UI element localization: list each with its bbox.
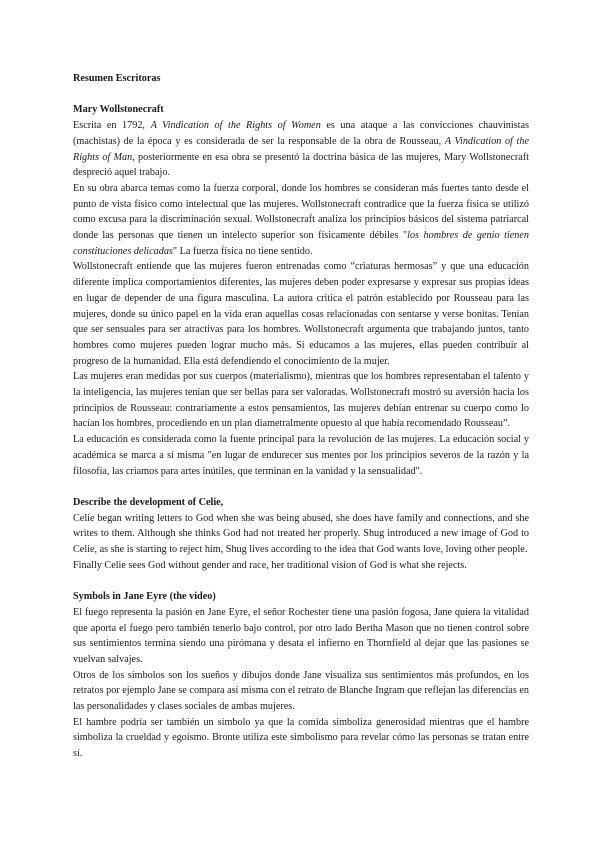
section-wollstonecraft [73,102,529,479]
document-page [73,71,529,762]
section-celie [73,495,529,574]
paragraph [73,118,529,181]
text-run: En su obra abarca temas como la fuerza corporal, donde los hombres se consideran más fuertes tanto desde el punto de vista físico como intelectual que las mujeres. Wollstonecraft contradice que la fuerza física se utilizó como excusa para la discriminación sexual. Wollstonecraft analiza los principios básicos del sistema patriarcal donde las personas que tienen un intelecto superior son físicamente débiles " [73,182,529,242]
quotation: los hombres de genio tienen constituciones delicadas [73,230,529,257]
section-spacer [73,573,529,589]
book-title: A Vindication of the Rights of Man [73,135,530,163]
section-jane-eyre [73,589,529,762]
document-title: Resumen Escritoras [73,73,161,84]
paragraph: Celie began writing letters to God when she was being abused, she does have family and connections, and she writes to them. Although she thinks God had not treated her properly. Shug introduced a new image of God to Celie, as she is starting to reject him, Shug lives according to the idea that God wants love, loving other people. [73,512,529,556]
section-heading-wollstonecraft: Mary Wollstonecraft [73,104,164,116]
paragraph: Finally Celie sees God without gender and race, her traditional vision of God is what she rejects. [73,559,467,571]
section-spacer [73,479,529,495]
section-heading-jane-eyre: Symbols in Jane Eyre (the video) [73,591,216,603]
book-title: A Vindication of the Rights of Women [150,120,321,132]
paragraph: El fuego representa la pasión en Jane Eyre, el señor Rochester tiene una pasión fogosa, Jane quiera la vitalidad que aporta el fuego pero también tenerlo bajo control, por otro lado Bertha Mason que no tienen control sobre sus sentimientos termina siendo una pirómana y desata el infierno en Thornfield al dejar que las pasiones se vuelvan salvajes. [73,606,529,665]
paragraph [73,181,529,260]
text-run: " La fuerza física no tiene sentido. [172,245,313,257]
paragraph: Las mujeres eran medidas por sus cuerpos (materialismo), mientras que los hombres representaban el talento y la inteligencia, las mujeres tenían que ser bellas para ser valoradas. Wollstonecraft mostró su aversión hacia los principios de Rousseau: contrariamente a estos pensamientos, las mujeres debían entrenar su cuerpo como lo hacían los hombres, procediendo en un plan diametralmente opuesto al que había recomendado Rousseau”. [73,371,529,430]
paragraph: La educación es considerada como la fuente principal para la revolución de las mujeres. La educación social y académica se marca a sí misma "en lugar de endurecer sus mentes por los principios severos de la razón y la filosofía, las criamos para artes inútiles, que terminan en la vanidad y la sensualidad". [73,434,529,477]
text-run: , posteriormente en esa obra se presentó la doctrina básica de las mujeres, Mary Wollstonecraft despreció aquel trabajo. [73,151,529,179]
text-run: Escrita en 1792, [73,120,151,132]
section-heading-celie: Describe the development of Celie, [73,496,224,508]
paragraph: El hambre podría ser también un símbolo ya que la comida simboliza generosidad mientras que el hambre simboliza la crueldad y egoísmo. Bronte utiliza este simbolismo para revelar cómo las personas se tratan entre sí. [73,716,529,760]
paragraph: Wollstonecraft entiende que las mujeres fueron entrenadas como “criaturas hermosas” y que una educación diferente implica comportamientos diferentes, las mujeres deben poder expresarse y expresar sus propias ideas en lugar de depender de una figura masculina. La autora critica el patrón establecido por Rousseau para las mujeres, donde su único papel en la vida eran aquellas cosas relacionadas con sentarse y verse bonitas. Tenían que ser sensuales para ser atractivas para los hombres. Wollstonecraft argumenta que trabajando juntos, tanto hombres como mujeres pueden lograr mucho más. Si educamos a las mujeres, ellas pueden contribuir al progreso de la humanidad. Ella está defendiendo el conocimiento de la mujer. [73,261,529,367]
paragraph: Otros de los símbolos son los sueños y dibujos donde Jane visualiza sus sentimientos más profundos, en los retratos por ejemplo Jane se compara así misma con el retrato de Blanche Ingram que reflejan las diferencias en las personalidades y clases sociales de ambas mujeres. [73,669,529,713]
text-run: es una ataque a las convicciones chauvinistas (machistas) de la época y es considerada de ser la responsable de la obra de Rousseau, [73,120,529,147]
